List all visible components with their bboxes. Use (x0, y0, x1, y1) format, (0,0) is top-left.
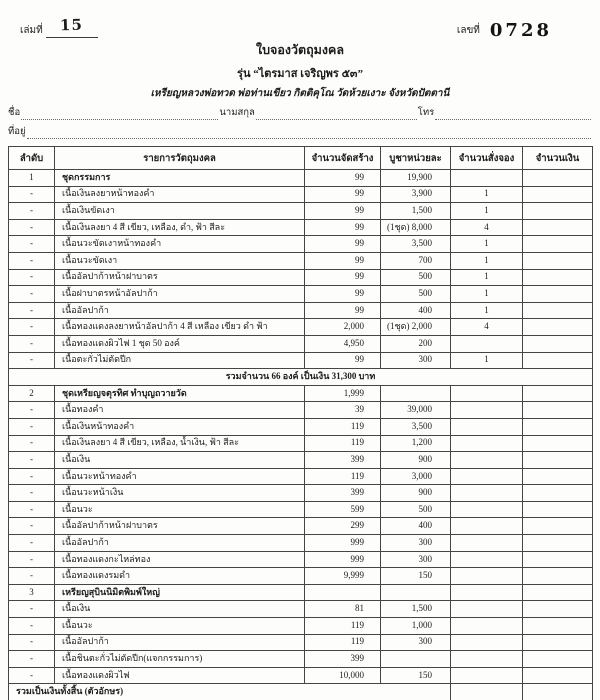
cell-quantity-ordered: 1 (451, 236, 523, 253)
column-header: จำนวนสั่งจอง (451, 147, 523, 170)
name-label: ชื่อ (8, 108, 21, 118)
cell-order-no: 3 (9, 584, 55, 601)
cell-unit-price: (1ชุด) 2,000 (381, 319, 451, 336)
cell-item-description: เนื้อเงินหน้าทองคำ (55, 418, 305, 435)
cell-item-description: ชุดเหรียญจตุรทิศ ทำบุญถวายวัด (55, 385, 305, 402)
cell-amount (523, 352, 593, 369)
cell-unit-price: 3,500 (381, 418, 451, 435)
cell-order-no: - (9, 667, 55, 684)
cell-quantity-ordered (451, 651, 523, 668)
cell-amount (523, 236, 593, 253)
item-row (9, 236, 593, 253)
cell-item-description: เนื้อนวะขัดเงา (55, 252, 305, 269)
item-row (9, 335, 593, 352)
cell-order-no: 1 (9, 170, 55, 187)
cell-quantity-made: 99 (305, 219, 381, 236)
cell-unit-price: 900 (381, 452, 451, 469)
cell-quantity-ordered: 1 (451, 286, 523, 303)
item-row (9, 302, 593, 319)
cell-quantity-ordered (451, 170, 523, 187)
cell-quantity-ordered (451, 634, 523, 651)
surname-field-line (256, 111, 417, 120)
cell-quantity-ordered (451, 601, 523, 618)
item-row (9, 435, 593, 452)
cell-unit-price: 39,000 (381, 402, 451, 419)
cell-quantity-made: 599 (305, 501, 381, 518)
cell-item-description: เนื้อเงินลงยา 4 สี เขียว, เหลือง, ดำ, ฟ้า สีละ (55, 219, 305, 236)
cell-quantity-ordered: 4 (451, 319, 523, 336)
cell-order-no: - (9, 269, 55, 286)
cell-item-description: เนื้อทองแดงผิวไฟ (55, 667, 305, 684)
cell-order-no: - (9, 634, 55, 651)
cell-quantity-ordered: 1 (451, 186, 523, 203)
cell-amount (523, 435, 593, 452)
cell-quantity-made: 119 (305, 468, 381, 485)
cell-item-description: เนื้อนวะ (55, 618, 305, 635)
item-row (9, 319, 593, 336)
cell-amount (523, 584, 593, 601)
item-row (9, 518, 593, 535)
form-title: ใบจองวัตถุมงคล (255, 43, 345, 57)
address-label: ที่อยู่ (8, 127, 26, 137)
cell-quantity-ordered (451, 485, 523, 502)
cell-unit-price: 150 (381, 568, 451, 585)
cell-quantity-made: 299 (305, 518, 381, 535)
cell-unit-price: 500 (381, 501, 451, 518)
cell-quantity-ordered (451, 568, 523, 585)
cell-amount (523, 667, 593, 684)
cell-item-description: เหรียญสุบินนิมิตพิมพ์ใหญ่ (55, 584, 305, 601)
cell-unit-price: 1,500 (381, 601, 451, 618)
cell-quantity-ordered: 1 (451, 252, 523, 269)
book-no-label: เล่มที่ (20, 25, 43, 36)
cell-item-description: เนื้ออัลปาก้าหน้าฝาบาตร (55, 518, 305, 535)
cell-quantity-made: 81 (305, 601, 381, 618)
cell-amount (523, 170, 593, 187)
doc-no-value: 0728 (489, 20, 552, 41)
cell-item-description: เนื้อทองแดงกะไหล่ทอง (55, 551, 305, 568)
cell-amount (523, 319, 593, 336)
cell-amount (523, 501, 593, 518)
cell-order-no: - (9, 518, 55, 535)
cell-quantity-ordered (451, 551, 523, 568)
column-header: บูชาหน่วยละ (381, 147, 451, 170)
item-row (9, 485, 593, 502)
cell-order-no: - (9, 286, 55, 303)
cell-item-description: เนื้ออัลปาก้า (55, 302, 305, 319)
cell-item-description: เนื้อทองแดงผิวไฟ 1 ชุด 50 องค์ (55, 335, 305, 352)
cell-quantity-made: 399 (305, 485, 381, 502)
book-number (20, 15, 98, 38)
item-row (9, 618, 593, 635)
cell-amount (523, 402, 593, 419)
item-row (9, 568, 593, 585)
book-no-value: 15 (59, 15, 83, 35)
cell-quantity-made: 999 (305, 551, 381, 568)
cell-quantity-made: 99 (305, 286, 381, 303)
cell-unit-price: 1,000 (381, 618, 451, 635)
cell-amount (523, 335, 593, 352)
cell-amount (523, 651, 593, 668)
cell-quantity-ordered (451, 402, 523, 419)
cell-order-no: - (9, 435, 55, 452)
cell-quantity-made: 119 (305, 634, 381, 651)
cell-unit-price: 3,900 (381, 186, 451, 203)
cell-unit-price: 150 (381, 667, 451, 684)
cell-amount (523, 452, 593, 469)
cell-amount (523, 252, 593, 269)
cell-item-description: เนื้อนวะขัดเงาหน้าทองคำ (55, 236, 305, 253)
cell-order-no: - (9, 551, 55, 568)
cell-order-no: 2 (9, 385, 55, 402)
cell-order-no: - (9, 252, 55, 269)
cell-quantity-ordered: 4 (451, 219, 523, 236)
section-header-row (9, 385, 593, 402)
cell-item-description: เนื้อทองแดงลงยาหน้าอัลปาก้า 4 สี เหลือง เขียว ดำ ฟ้า (55, 319, 305, 336)
cell-unit-price: 700 (381, 252, 451, 269)
address-line (8, 126, 592, 139)
cell-quantity-made: 99 (305, 236, 381, 253)
cell-order-no: - (9, 302, 55, 319)
cell-unit-price: 900 (381, 485, 451, 502)
cell-amount (523, 302, 593, 319)
grand-total-label: รวมเป็นเงินทั้งสิ้น (ตัวอักษร) (9, 684, 451, 700)
item-row (9, 219, 593, 236)
cell-quantity-made (305, 584, 381, 601)
cell-quantity-ordered: 1 (451, 203, 523, 220)
cell-quantity-ordered: 1 (451, 302, 523, 319)
cell-quantity-made: 4,950 (305, 335, 381, 352)
item-row (9, 286, 593, 303)
cell-order-no: - (9, 618, 55, 635)
cell-unit-price: 3,000 (381, 468, 451, 485)
cell-order-no: - (9, 601, 55, 618)
item-row (9, 186, 593, 203)
item-row (9, 634, 593, 651)
cell-unit-price (381, 385, 451, 402)
cell-unit-price: 400 (381, 518, 451, 535)
cell-order-no: - (9, 535, 55, 552)
cell-quantity-made: 39 (305, 402, 381, 419)
cell-order-no: - (9, 468, 55, 485)
cell-item-description: เนื้อนวะหน้าทองคำ (55, 468, 305, 485)
section-summary-text: รวมจำนวน 66 องค์ เป็นเงิน 31,300 บาท (9, 369, 593, 386)
cell-amount (523, 385, 593, 402)
cell-quantity-made: 119 (305, 435, 381, 452)
name-field-line (21, 111, 218, 120)
cell-amount (523, 418, 593, 435)
cell-quantity-made: 999 (305, 535, 381, 552)
cell-quantity-ordered (451, 435, 523, 452)
cell-quantity-made: 119 (305, 618, 381, 635)
cell-quantity-made: 99 (305, 302, 381, 319)
cell-item-description: ชุดกรรมการ (55, 170, 305, 187)
items-table (8, 146, 593, 700)
cell-amount (523, 618, 593, 635)
cell-amount (523, 684, 593, 700)
item-row (9, 252, 593, 269)
name-line (8, 107, 592, 120)
cell-item-description: เนื้ออัลปาก้าหน้าฝาบาตร (55, 269, 305, 286)
cell-order-no: - (9, 651, 55, 668)
book-no-line (46, 15, 98, 38)
cell-amount (523, 186, 593, 203)
cell-quantity-ordered (451, 468, 523, 485)
item-row (9, 452, 593, 469)
cell-amount (523, 601, 593, 618)
cell-quantity-made: 99 (305, 186, 381, 203)
cell-amount (523, 485, 593, 502)
cell-unit-price: 300 (381, 634, 451, 651)
cell-item-description: เนื้อทองคำ (55, 402, 305, 419)
cell-unit-price: 300 (381, 352, 451, 369)
cell-item-description: เนื้อทองแดงรมดำ (55, 568, 305, 585)
cell-quantity-made: 2,000 (305, 319, 381, 336)
cell-order-no: - (9, 219, 55, 236)
cell-unit-price: 1,200 (381, 435, 451, 452)
document-number (456, 20, 580, 41)
cell-quantity-ordered (451, 501, 523, 518)
column-header: จำนวนเงิน (523, 147, 593, 170)
phone-label: โทร (417, 108, 435, 118)
cell-item-description: เนื้อเงิน (55, 452, 305, 469)
cell-amount (523, 219, 593, 236)
section-header-row (9, 584, 593, 601)
cell-order-no: - (9, 186, 55, 203)
cell-item-description: เนื้ออัลปาก้า (55, 634, 305, 651)
cell-amount (523, 286, 593, 303)
cell-quantity-ordered (451, 535, 523, 552)
temple-description: เหรียญหลวงพ่อทวด พ่อท่านเขียว กิตติคุโณ วัดห้วยเงาะ จังหวัดปัตตานี (150, 88, 450, 99)
cell-unit-price (381, 584, 451, 601)
cell-quantity-made: 99 (305, 252, 381, 269)
item-row (9, 551, 593, 568)
cell-amount (523, 551, 593, 568)
cell-item-description: เนื้อนวะหน้าเงิน (55, 485, 305, 502)
cell-quantity-made: 99 (305, 203, 381, 220)
cell-order-no: - (9, 485, 55, 502)
cell-quantity-ordered: 1 (451, 269, 523, 286)
column-header: จำนวนจัดสร้าง (305, 147, 381, 170)
item-row (9, 535, 593, 552)
cell-item-description: เนื้อเงิน (55, 601, 305, 618)
cell-unit-price: 500 (381, 286, 451, 303)
cell-unit-price: 19,900 (381, 170, 451, 187)
cell-amount (523, 269, 593, 286)
edition-title: รุ่น “ไตรมาส เจริญพร ๕๓” (237, 68, 363, 80)
cell-quantity-made: 9,999 (305, 568, 381, 585)
cell-item-description: เนื้อเงินลงยา 4 สี เขียว, เหลือง, น้ำเงิน, ฟ้า สีละ (55, 435, 305, 452)
cell-quantity-ordered (451, 618, 523, 635)
cell-order-no: - (9, 319, 55, 336)
cell-quantity-ordered (451, 684, 523, 700)
cell-item-description: เนื้อฝาบาตรหน้าอัลปาก้า (55, 286, 305, 303)
cell-order-no: - (9, 203, 55, 220)
cell-quantity-ordered (451, 385, 523, 402)
cell-item-description: เนื้อตะกั่วไม่ตัดปีก (55, 352, 305, 369)
table-header-row (9, 147, 593, 170)
cell-item-description: เนื้อเงินลงยาหน้าทองคำ (55, 186, 305, 203)
cell-amount (523, 634, 593, 651)
cell-quantity-made: 99 (305, 352, 381, 369)
cell-quantity-made: 399 (305, 452, 381, 469)
top-row (8, 8, 592, 41)
cell-order-no: - (9, 352, 55, 369)
cell-unit-price: 400 (381, 302, 451, 319)
item-row (9, 418, 593, 435)
cell-item-description: เนื้อเงินขัดเงา (55, 203, 305, 220)
cell-unit-price: 300 (381, 535, 451, 552)
cell-order-no: - (9, 452, 55, 469)
cell-quantity-made: 1,999 (305, 385, 381, 402)
cell-amount (523, 468, 593, 485)
cell-amount (523, 518, 593, 535)
cell-amount (523, 203, 593, 220)
address-field-line (27, 130, 591, 139)
cell-order-no: - (9, 236, 55, 253)
item-row (9, 601, 593, 618)
item-row (9, 501, 593, 518)
cell-quantity-ordered (451, 584, 523, 601)
doc-no-label: เลขที่ (456, 25, 480, 36)
grand-total-row (9, 684, 593, 700)
item-row (9, 269, 593, 286)
cell-unit-price: 1,500 (381, 203, 451, 220)
cell-quantity-made: 99 (305, 269, 381, 286)
cell-quantity-made: 10,000 (305, 667, 381, 684)
cell-amount (523, 535, 593, 552)
item-row (9, 468, 593, 485)
cell-unit-price: 500 (381, 269, 451, 286)
title-block (8, 40, 592, 101)
surname-label: นามสกุล (219, 108, 255, 118)
items-table-body (9, 170, 593, 700)
phone-field-line (435, 111, 591, 120)
cell-unit-price (381, 651, 451, 668)
item-row (9, 667, 593, 684)
section-header-row (9, 170, 593, 187)
cell-order-no: - (9, 418, 55, 435)
cell-unit-price: 3,500 (381, 236, 451, 253)
cell-quantity-ordered (451, 667, 523, 684)
cell-quantity-made: 399 (305, 651, 381, 668)
cell-amount (523, 568, 593, 585)
cell-item-description: เนื้ออัลปาก้า (55, 535, 305, 552)
cell-unit-price: 300 (381, 551, 451, 568)
cell-item-description: เนื้อนวะ (55, 501, 305, 518)
cell-quantity-ordered: 1 (451, 352, 523, 369)
cell-order-no: - (9, 335, 55, 352)
item-row (9, 203, 593, 220)
column-header: รายการวัตถุมงคล (55, 147, 305, 170)
column-header: ลำดับ (9, 147, 55, 170)
cell-order-no: - (9, 568, 55, 585)
cell-order-no: - (9, 402, 55, 419)
cell-quantity-ordered (451, 518, 523, 535)
cell-quantity-ordered (451, 335, 523, 352)
cell-item-description: เนื้อชินตะกั่วไม่ตัดปีก(แจกกรรมการ) (55, 651, 305, 668)
cell-unit-price: (1ชุด) 8,000 (381, 219, 451, 236)
item-row (9, 651, 593, 668)
section-summary-row (9, 369, 593, 386)
cell-quantity-made: 99 (305, 170, 381, 187)
item-row (9, 402, 593, 419)
cell-quantity-made: 119 (305, 418, 381, 435)
cell-unit-price: 200 (381, 335, 451, 352)
cell-quantity-ordered (451, 418, 523, 435)
cell-order-no: - (9, 501, 55, 518)
cell-quantity-ordered (451, 452, 523, 469)
item-row (9, 352, 593, 369)
